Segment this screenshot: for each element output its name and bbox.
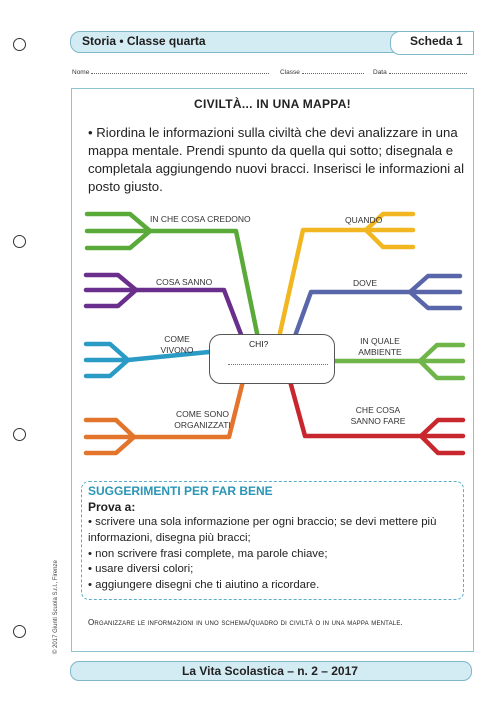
sheet-label: Scheda 1 [410,34,463,48]
copyright-text: © 2017 Giunti Scuola S.r.l., Firenze [53,560,59,654]
tip-item: • aggiungere disegni che ti aiutino a ricordare. [88,579,320,592]
tips-list [88,515,460,594]
date-label: Data [373,69,387,76]
tips-title: SUGGERIMENTI PER FAR BENE [88,484,273,498]
header-title: Storia • Classe quarta [82,34,206,48]
tip-item: • scrivere una sola informazione per ogni braccio; se devi mettere più informazioni, disegna più bracci; [88,516,437,544]
footer-note: Organizzare le informazioni in uno schema/quadro di civiltà o in una mappa mentale. [88,618,403,627]
label-cosa-sanno: COSA SANNO [156,277,213,287]
center-node [209,334,335,384]
branch-quando [280,214,413,333]
tip-item: • usare diversi colori; [88,563,194,576]
footer-text: La Vita Scolastica – n. 2 – 2017 [182,664,358,678]
name-label: Nome [72,69,90,76]
label-quando: QUANDO [345,215,383,225]
tips-prova: Prova a: [88,500,136,514]
label-credono: IN CHE COSA CREDONO [150,214,251,224]
tip-item: • non scrivere frasi complete, ma parole chiave; [88,547,328,560]
label-organizzati: COME SONO ORGANIZZATI [174,409,231,430]
label-ambiente: IN QUALE AMBIENTE [358,336,402,357]
branch-dove [295,276,460,336]
center-write-line[interactable] [228,364,328,365]
center-label: CHI? [249,339,269,349]
page-title: CIVILTÀ... IN UNA MAPPA! [194,97,351,111]
label-come-vivono: COME VIVONO [160,334,194,355]
instructions-text: • Riordina le informazioni sulla civiltà che devi analizzare in una mappa mentale. Prendi spunto da quella qui sotto; disegnala e completala aggiungendo nuovi bracci. Inserisci le informazioni al posto giusto. [88,125,465,194]
label-sanno-fare: CHE COSA SANNO FARE [350,405,406,426]
class-label: Classe [280,69,300,76]
label-dove: DOVE [353,278,378,288]
